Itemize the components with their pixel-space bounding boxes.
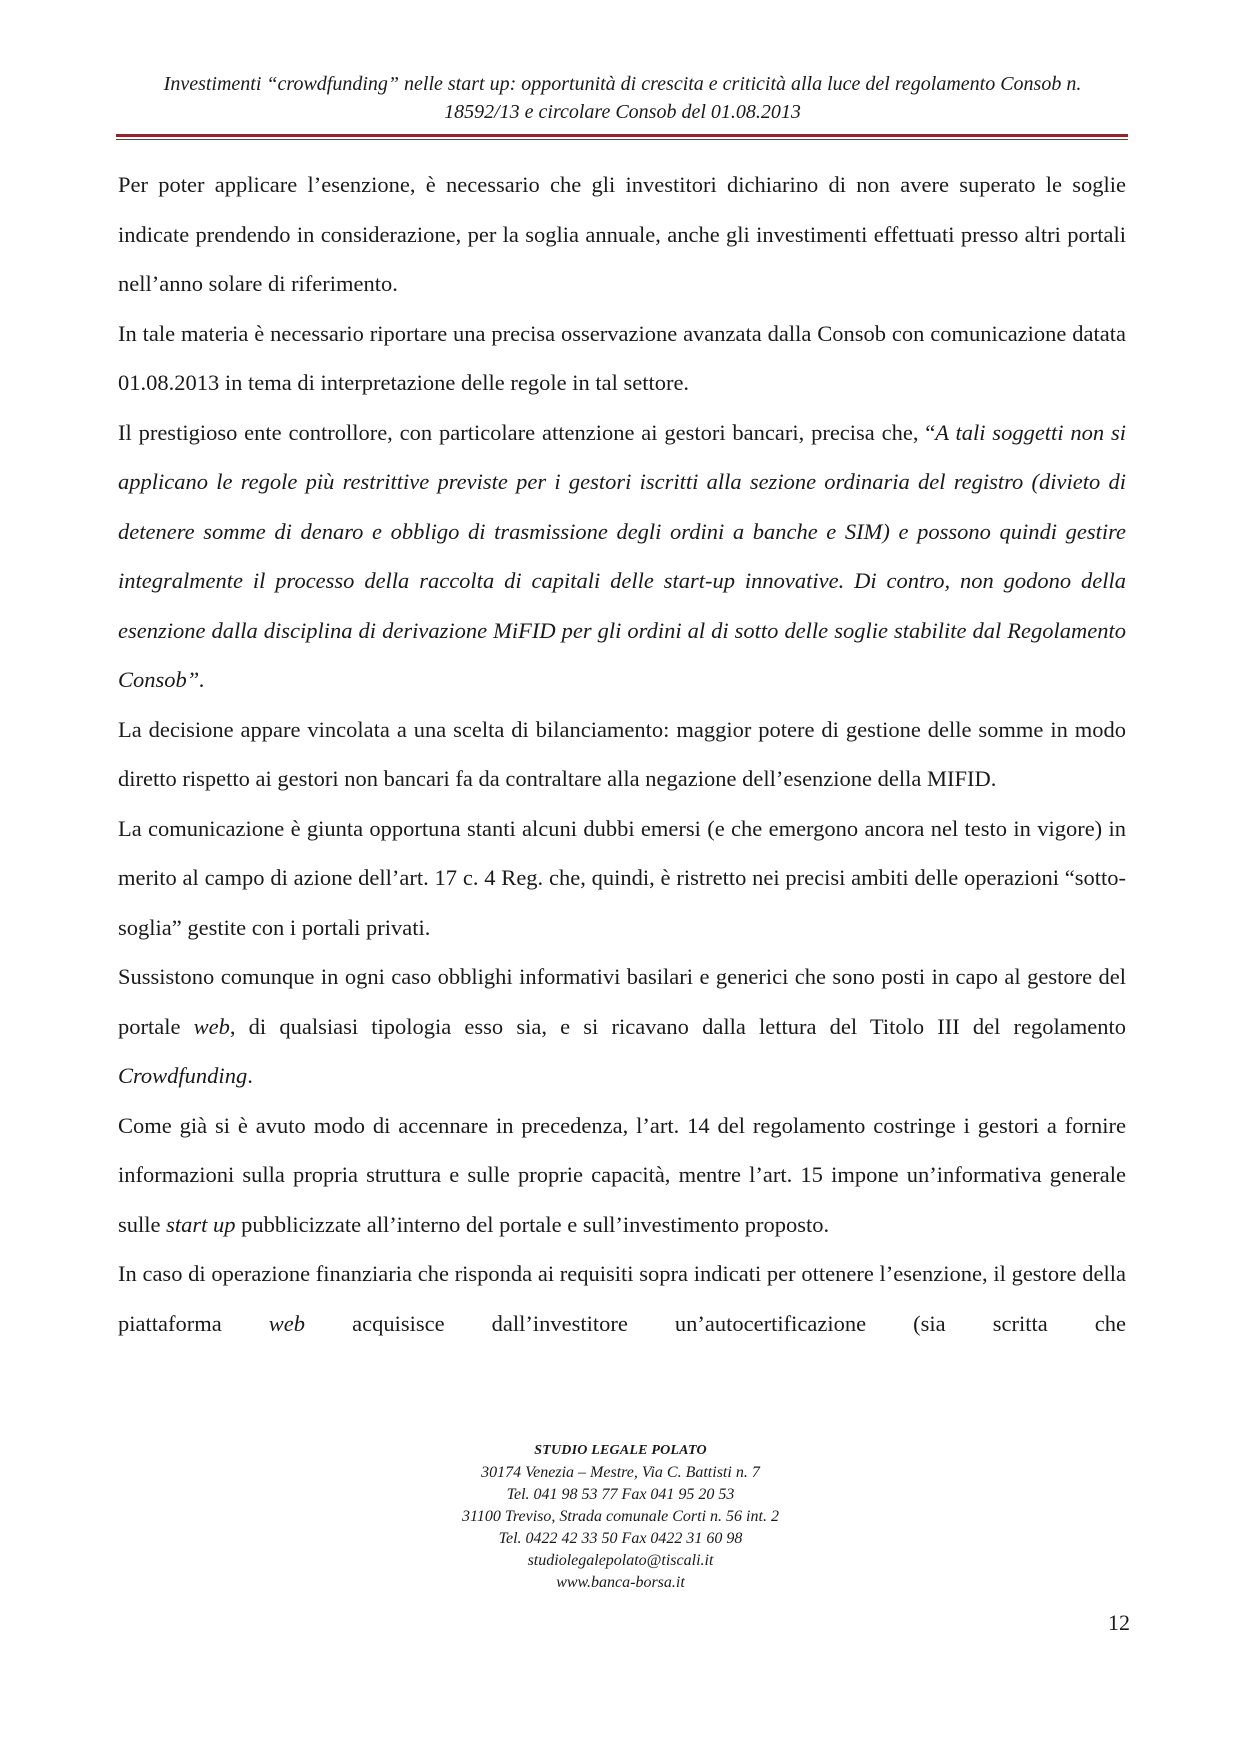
paragraph-1: Per poter applicare l’esenzione, è necessario che gli investitori dichiarino di non avere superato le soglie indicate prendendo in considerazione, per la soglia annuale, anche gli investimenti effettuati presso altri portali nell’anno solare di riferimento. [118,172,1126,296]
paragraph-3-quote: A tali soggetti non si applicano le regole più restrittive previste per i gestori iscritti alla sezione ordinaria del registro (divieto di detenere somme di denaro e obbligo di trasmissione degli ordini a banche e SIM) e possono quindi gestire integralmente il processo della raccolta di capitali delle start-up innovative. Di contro, non godono della esenzione dalla disciplina di derivazione MiFID per gli ordini al di sotto delle soglie stabilite dal Regolamento Consob”. [118,419,1126,692]
paragraph-7 [118,1101,1126,1250]
paragraph-5: La comunicazione è giunta opportuna stanti alcuni dubbi emersi (e che emergono ancora nel testo in vigore) in merito al campo di azione dell’art. 17 c. 4 Reg. che, quindi, è ristretto nei precisi ambiti delle operazioni “sotto-soglia” gestite con i portali privati. [118,815,1126,940]
paragraph-6-crowdfunding: Crowdfunding [118,1063,248,1088]
header-title-line2: 18592/13 e circolare Consob del 01.08.2013 [444,101,801,123]
header-rule-thick [116,134,1128,137]
header-title-line1: Investimenti “crowdfunding” nelle start up: opportunità di crescita e criticità alla luce del regolamento Consob n. [163,73,1082,95]
footer-email: studiolegalepolato@tiscali.it [527,1552,714,1569]
page-number: 12 [1108,1610,1130,1635]
running-header [100,70,1145,126]
paragraph-4: La decisione appare vincolata a una scelta di bilanciamento: maggior potere di gestione delle somme in modo diretto rispetto ai gestori non bancari fa da contraltare alla negazione dell’esenzione della MIFID. [118,716,1126,791]
paragraph-6-part-b: , di qualsiasi tipologia esso sia, e si ricavano dalla lettura del Titolo III del regolamento [229,1013,1127,1039]
paragraph-6-part-c: . [247,1063,253,1088]
footer-phone-venezia: Tel. 041 98 53 77 Fax 041 95 20 53 [506,1486,735,1503]
footer-address-venezia: 30174 Venezia – Mestre, Via C. Battisti n. 7 [481,1464,760,1481]
paragraph-8 [118,1249,1126,1348]
paragraph-6-part-a: Sussistono comunque in ogni caso obblighi informativi basilari e generici che sono posti in capo al gestore del portale [118,964,1126,1039]
paragraph-6 [118,952,1126,1101]
paragraph-7-part-a: Come già si è avuto modo di accennare in precedenza, l’art. 14 del regolamento costringe i gestori a fornire informazioni sulla propria struttura e sulle proprie capacità, mentre l’art. 15 impone un’informativa generale sulle [118,1112,1126,1237]
footer-letterhead [300,1440,941,1594]
paragraph-3-intro: Il prestigioso ente controllore, con particolare attenzione ai gestori bancari, precisa che, “ [118,419,936,445]
paragraph-3 [118,408,1126,705]
footer-firm-name: STUDIO LEGALE POLATO [534,1443,707,1458]
body-text [118,160,1126,1348]
header-rule-thin [116,139,1128,140]
paragraph-7-start-up: start up [166,1211,236,1237]
footer-address-treviso: 31100 Treviso, Strada comunale Corti n. 56 int. 2 [462,1508,779,1525]
paragraph-6-web: web [193,1013,230,1039]
paragraph-8-part-b: acquisisce dall’investitore un’autocertificazione (sia scritta che [305,1310,1126,1336]
paragraph-8-web: web [268,1310,306,1336]
paragraph-2: In tale materia è necessario riportare una precisa osservazione avanzata dalla Consob con comunicazione datata 01.08.2013 in tema di interpretazione delle regole in tal settore. [118,320,1126,395]
footer-website: www.banca-borsa.it [556,1574,685,1591]
footer-phone-treviso: Tel. 0422 42 33 50 Fax 0422 31 60 98 [498,1530,743,1547]
paragraph-8-part-a: In caso di operazione finanziaria che risponda ai requisiti sopra indicati per ottenere l’esenzione, il gestore della piattaforma [118,1261,1126,1336]
paragraph-7-part-b: pubblicizzate all’interno del portale e sull’investimento proposto. [235,1211,830,1237]
